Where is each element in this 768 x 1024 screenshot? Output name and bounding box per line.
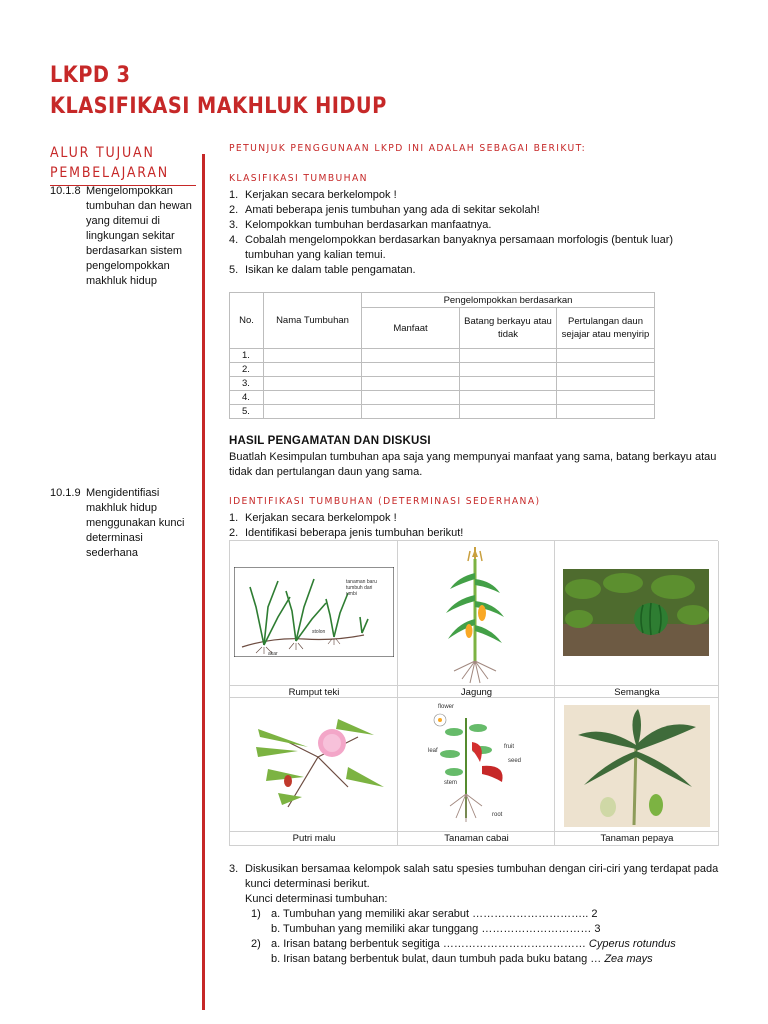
kunci-text: b. Irisan batang berbentuk bulat, daun tumbuh pada buku batang … — [271, 953, 602, 965]
cell-input[interactable] — [557, 405, 655, 419]
cell-input[interactable] — [362, 391, 460, 405]
caption-pepaya: Tanaman pepaya — [600, 833, 674, 844]
step-number: 5. — [229, 264, 239, 276]
kunci-item-1a — [229, 907, 729, 922]
cell-input[interactable] — [264, 391, 362, 405]
kunci-determinasi — [229, 862, 729, 967]
tanaman-cabai-image — [426, 698, 530, 830]
table-row — [230, 349, 655, 363]
kunci-item-2b — [229, 952, 729, 967]
cell-input[interactable] — [362, 363, 460, 377]
instructions-heading: PETUNJUK PENGGUNAAN LKPD INI ADALAH SEBAGAI BERIKUT: — [229, 143, 587, 154]
kunci-item-1b — [229, 922, 729, 937]
cell-input[interactable] — [264, 377, 362, 391]
header-daun: Pertulangan daun sejajar atau menyirip — [557, 308, 655, 349]
identifikasi-steps — [229, 511, 719, 541]
cell-input[interactable] — [264, 363, 362, 377]
klasifikasi-steps — [229, 188, 719, 278]
objective-item — [50, 486, 195, 561]
header-batang: Batang berkayu atau tidak — [460, 308, 557, 349]
step-text: Isikan ke dalam table pengamatan. — [245, 264, 416, 276]
step-number: 3. — [229, 219, 239, 231]
caption-cabai: Tanaman cabai — [444, 833, 509, 844]
cell-input[interactable] — [362, 349, 460, 363]
list-item — [229, 511, 719, 526]
cell-input[interactable] — [557, 363, 655, 377]
cell-input[interactable] — [460, 377, 557, 391]
kunci-label: Kunci determinasi tumbuhan: — [245, 893, 388, 905]
cabai-seed-label: seed — [508, 758, 522, 764]
kunci-text: b. Tumbuhan yang memiliki akar tunggang ………………………… 3 — [271, 923, 601, 935]
objective-text: Mengelompokkan tumbuhan dan hewan yang ditemui di lingkungan sekitar berdasarkan sistem pengelompokkan makhluk hidup — [86, 185, 192, 287]
cell-input[interactable] — [460, 363, 557, 377]
caption-putri-malu: Putri malu — [292, 833, 336, 844]
step-text: Amati beberapa jenis tumbuhan yang ada di sekitar sekolah! — [245, 204, 540, 216]
header-group: Pengelompokkan berdasarkan — [362, 293, 655, 308]
tanaman-pepaya-image — [564, 705, 710, 827]
list-item — [229, 203, 719, 218]
kunci-species: Cyperus rotundus — [588, 938, 676, 950]
identifikasi-heading: IDENTIFIKASI TUMBUHAN (DETERMINASI SEDERHANA) — [229, 496, 541, 507]
row-number: 2. — [230, 363, 264, 377]
objective-item — [50, 184, 200, 289]
kunci-text: a. Irisan batang berbentuk segitiga ………………………………… — [271, 938, 586, 950]
rumput-stolon-label: stolon — [312, 629, 326, 635]
table-row — [230, 405, 655, 419]
cell-input[interactable] — [264, 405, 362, 419]
step-number: 2. — [229, 527, 239, 539]
list-item — [229, 263, 719, 278]
page-title: KLASIFIKASI MAKHLUK HIDUP — [50, 94, 387, 119]
rumput-teki-image — [234, 567, 394, 657]
header-no: No. — [230, 293, 264, 349]
rumput-note-3: umbi — [346, 591, 357, 597]
cell-input[interactable] — [460, 391, 557, 405]
step-number: 3. — [229, 863, 239, 875]
cell-input[interactable] — [557, 377, 655, 391]
kunci-num: 1) — [251, 908, 261, 920]
caption-jagung: Jagung — [460, 687, 493, 698]
step-text: Kelompokkan tumbuhan berdasarkan manfaatnya. — [245, 219, 492, 231]
header-nama: Nama Tumbuhan — [264, 293, 362, 349]
lkpd-number: LKPD 3 — [50, 63, 131, 88]
title-block — [50, 60, 433, 122]
step-number: 4. — [229, 234, 239, 246]
cabai-stem-label: stem — [444, 780, 458, 786]
row-number: 4. — [230, 391, 264, 405]
kunci-intro — [229, 862, 729, 892]
cell-input[interactable] — [362, 405, 460, 419]
cabai-leaf-label: leaf — [428, 748, 438, 754]
cell-input[interactable] — [557, 391, 655, 405]
table-row — [230, 377, 655, 391]
semangka-image — [563, 569, 709, 656]
step-text: Identifikasi beberapa jenis tumbuhan berikut! — [245, 527, 464, 539]
table-row — [230, 363, 655, 377]
step-number: 2. — [229, 204, 239, 216]
vertical-divider — [202, 154, 205, 1010]
row-number: 5. — [230, 405, 264, 419]
cell-input[interactable] — [264, 349, 362, 363]
step-text: Cobalah mengelompokkan berdasarkan banyaknya persamaan morfologis (bentuk luar) tumbuhan yang kalian temui. — [245, 234, 674, 261]
kunci-species: Zea mays — [604, 953, 653, 965]
row-number: 1. — [230, 349, 264, 363]
hasil-heading: HASIL PENGAMATAN DAN DISKUSI — [229, 435, 431, 447]
cabai-fruit-label: fruit — [504, 744, 515, 750]
cabai-root-label: root — [492, 812, 503, 818]
cell-input[interactable] — [460, 405, 557, 419]
list-item — [229, 218, 719, 233]
sidebar-heading-line2: PEMBELAJARAN — [50, 165, 169, 181]
rumput-note-1: tanaman baru — [346, 579, 377, 585]
step-number: 1. — [229, 512, 239, 524]
step-text: Kerjakan secara berkelompok ! — [245, 512, 397, 524]
klasifikasi-heading: KLASIFIKASI TUMBUHAN — [229, 173, 368, 184]
kunci-item-2a — [229, 937, 729, 952]
kunci-intro-text: Diskusikan bersamaa kelompok salah satu spesies tumbuhan dengan ciri-ciri yang terdapat pada kunci determinasi berikut. — [245, 863, 719, 890]
kunci-text: a. Tumbuhan yang memiliki akar serabut ………………………….. 2 — [271, 908, 598, 920]
plant-grid — [229, 540, 718, 846]
sidebar-heading-line1: ALUR TUJUAN — [50, 145, 155, 161]
step-number: 1. — [229, 189, 239, 201]
list-item — [229, 526, 719, 541]
caption-rumput: Rumput teki — [288, 687, 340, 698]
cell-input[interactable] — [362, 377, 460, 391]
hasil-text: Buatlah Kesimpulan tumbuhan apa saja yang mempunyai manfaat yang sama, batang berkayu atau tidak dan pertulangan daun yang sama. — [229, 451, 717, 478]
caption-semangka: Semangka — [614, 687, 660, 698]
step-text: Kerjakan secara berkelompok ! — [245, 189, 397, 201]
row-number: 3. — [230, 377, 264, 391]
list-item — [229, 188, 719, 203]
rumput-akar-label: akar — [268, 651, 278, 657]
rumput-note-2: tumbuh dari — [346, 585, 373, 591]
objective-text: Mengidentifiasi makhluk hidup menggunakan kunci determinasi sederhana — [86, 487, 185, 559]
objective-code: 10.1.9 — [50, 487, 81, 499]
jagung-image — [440, 543, 510, 685]
kunci-num: 2) — [251, 938, 261, 950]
sidebar-heading — [50, 143, 169, 183]
cell-input[interactable] — [460, 349, 557, 363]
objective-code: 10.1.8 — [50, 185, 81, 197]
putri-malu-image — [238, 707, 388, 825]
header-manfaat: Manfaat — [362, 308, 460, 349]
cabai-flower-label: flower — [438, 704, 455, 710]
table-row — [230, 391, 655, 405]
cell-input[interactable] — [557, 349, 655, 363]
list-item — [229, 233, 719, 263]
observation-table — [229, 292, 655, 419]
